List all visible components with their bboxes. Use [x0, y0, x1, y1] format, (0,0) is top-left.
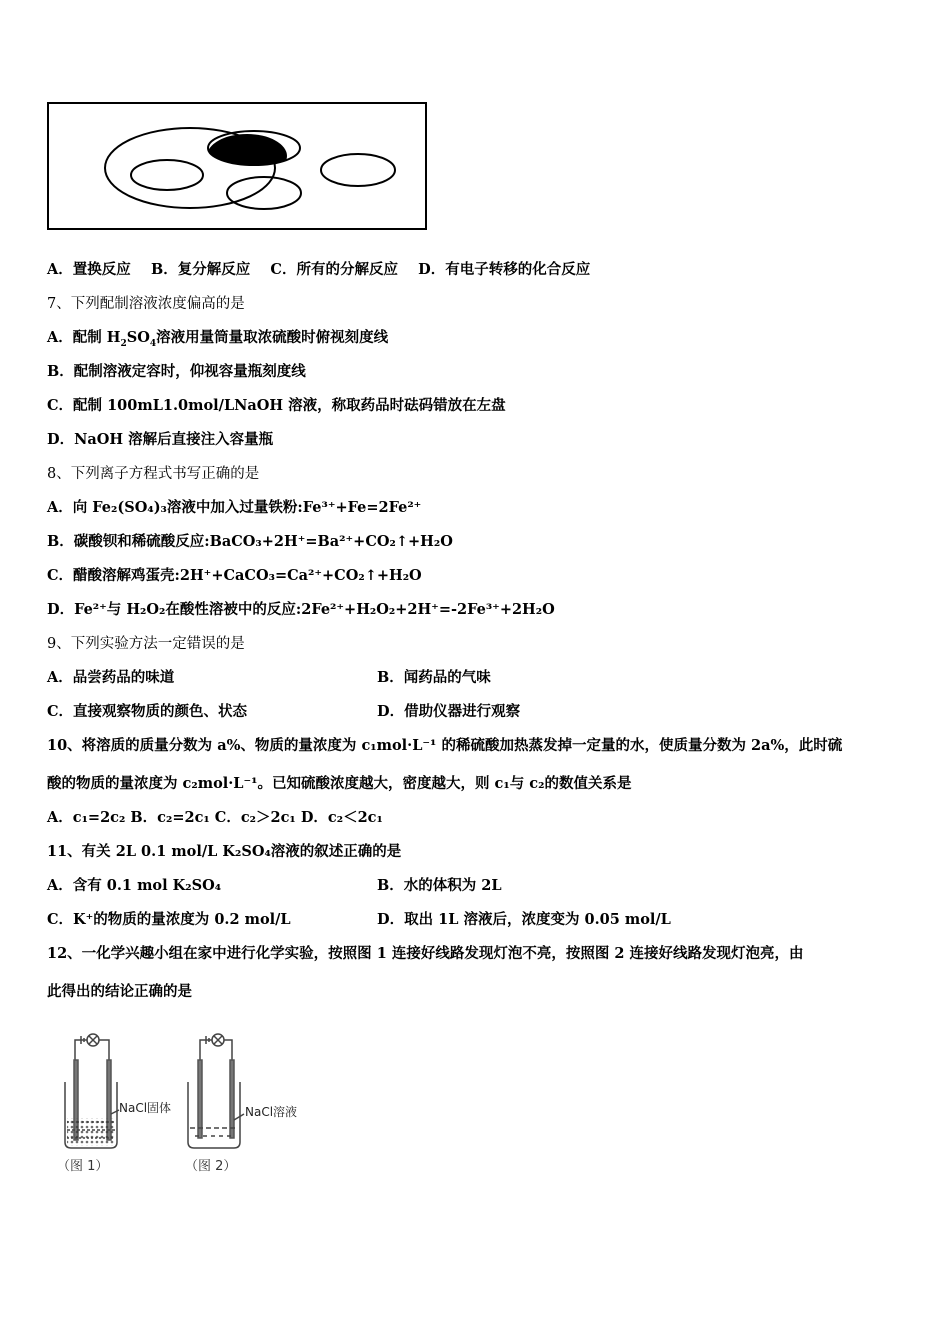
q7-option-a-pre: A．配制 H: [47, 329, 121, 346]
venn-diagram-frame: [47, 102, 427, 230]
figure-1-solid-fill: [67, 1118, 115, 1146]
q8-option-c: C．醋酸溶解鸡蛋壳:2H⁺+CaCO₃=Ca²⁺+CO₂↑+H₂O: [47, 567, 422, 584]
q7-option-a-sub2: 4: [149, 338, 157, 349]
q9-option-b: B．闻药品的气味: [377, 669, 491, 686]
q7-option-c: C．配制 100mL1.0mol/LNaOH 溶液，称取药品时砝码错放在左盘: [47, 397, 506, 414]
figure-2-caption: （图 2）: [185, 1159, 237, 1174]
venn-right-ellipse: [321, 154, 395, 186]
q10-stem-line2: 酸的物质的量浓度为 c₂mol·L⁻¹。已知硫酸浓度越大，密度越大，则 c₁与 c₂的数值关系是: [47, 775, 632, 792]
q9-option-c: C．直接观察物质的颜色、状态: [47, 703, 248, 720]
q11-stem: 11、有关 2L 0.1 mol/L K₂SO₄溶液的叙述正确的是: [47, 843, 402, 860]
venn-bottom-ellipse: [227, 177, 301, 209]
q10-stem-line1: 10、将溶质的质量分数为 a%、物质的量浓度为 c₁mol·L⁻¹ 的稀硫酸加热蒸发掉一定量的水，使质量分数为 2a%，此时硫: [47, 737, 843, 754]
q6-option-c: C．所有的分解反应: [270, 261, 398, 278]
q7-option-d: D．NaOH 溶解后直接注入容量瓶: [47, 431, 274, 448]
figure-1-caption: （图 1）: [57, 1159, 109, 1174]
q7-option-a-post: 溶液用量筒量取浓硫酸时俯视刻度线: [156, 329, 389, 346]
q9-option-a: A．品尝药品的味道: [47, 669, 175, 686]
q8-stem: 8、下列离子方程式书写正确的是: [47, 466, 260, 482]
q6-option-b: B．复分解反应: [150, 261, 251, 278]
q11-option-c: C．K⁺的物质的量浓度为 0.2 mol/L: [47, 911, 291, 928]
q7-stem: 7、下列配制溶液浓度偏高的是: [47, 296, 245, 312]
venn-left-ellipse: [131, 160, 203, 190]
q10-options: A．c₁=2c₂ B．c₂=2c₁ C．c₂＞2c₁ D．c₂＜2c₁: [47, 809, 383, 826]
q8-option-a: A．向 Fe₂(SO₄)₃溶液中加入过量铁粉:Fe³⁺+Fe=2Fe²⁺: [47, 499, 422, 516]
circuit-figures: [55, 1030, 315, 1180]
q7-option-a-mid: SO: [126, 329, 150, 346]
venn-diagram: [49, 104, 425, 228]
q9-option-d: D．借助仪器进行观察: [377, 703, 521, 720]
q7-option-a-sub1: 2: [120, 338, 127, 349]
q7-option-a: [47, 328, 388, 348]
q7-option-b: B．配制溶液定容时，仰视容量瓶刻度线: [47, 363, 306, 380]
q11-option-a: A．含有 0.1 mol K₂SO₄: [47, 877, 222, 894]
q12-stem-line1: 12、一化学兴趣小组在家中进行化学实验，按照图 1 连接好线路发现灯泡不亮，按照图 2 连接好线路发现灯泡亮，由: [47, 945, 804, 962]
figure-2-label: NaCl溶液: [245, 1105, 298, 1119]
q12-stem-line2: 此得出的结论正确的是: [47, 983, 192, 1000]
q11-option-b: B．水的体积为 2L: [377, 877, 502, 894]
q11-option-d: D．取出 1L 溶液后，浓度变为 0.05 mol/L: [377, 911, 671, 928]
q9-stem: 9、下列实验方法一定错误的是: [47, 636, 245, 652]
q8-option-d: D．Fe²⁺与 H₂O₂在酸性溶被中的反应:2Fe²⁺+H₂O₂+2H⁺=-2Fe³⁺+2H₂O: [47, 601, 555, 618]
q8-option-b: B．碳酸钡和稀硫酸反应:BaCO₃+2H⁺=Ba²⁺+CO₂↑+H₂O: [47, 533, 453, 550]
figure-2-apparatus: [188, 1034, 244, 1148]
figure-1-label: NaCl固体: [119, 1101, 172, 1115]
q6-options: [47, 260, 590, 280]
q6-option-a: A．置换反应: [47, 261, 131, 278]
q6-option-d: D．有电子转移的化合反应: [418, 261, 591, 278]
